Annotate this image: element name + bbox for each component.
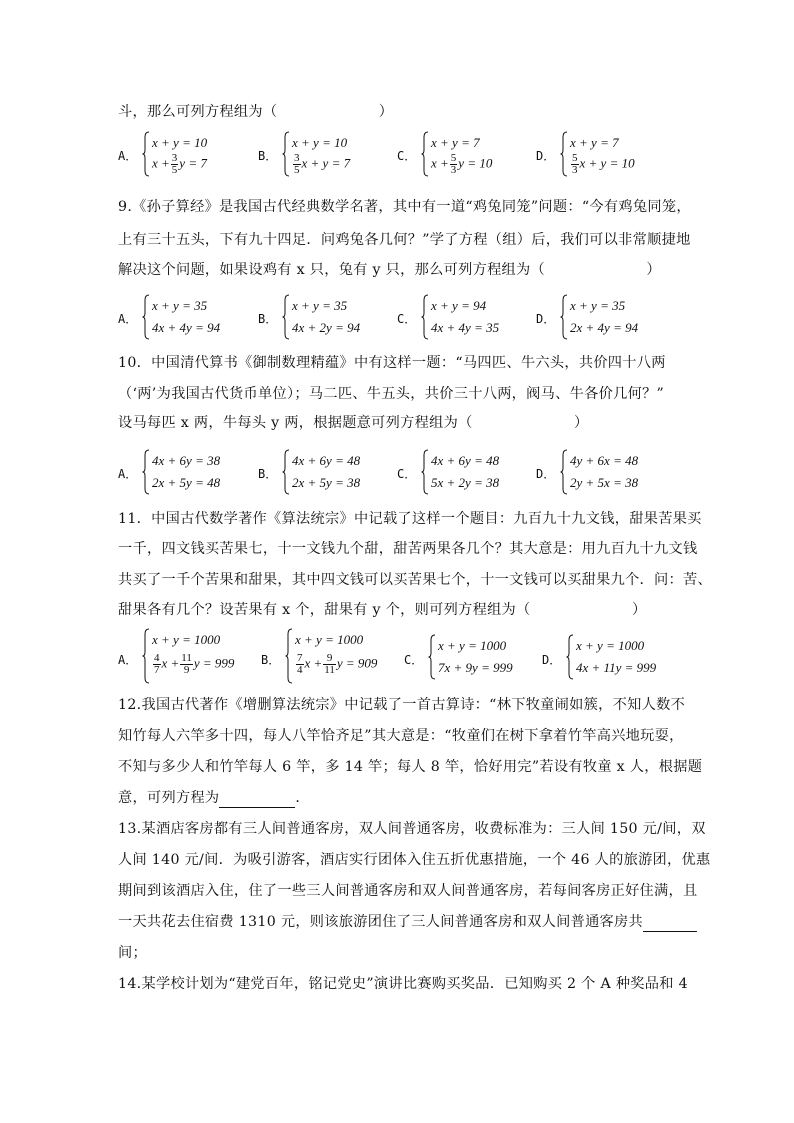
fraction	[323, 653, 336, 676]
equation-2: 5x + 2y = 38	[431, 475, 500, 490]
q10-stem-line-2: （‘两’为我国古代货币单位）；马二匹、牛五头，共价三十八两，阀马、牛各价几何？”	[118, 386, 665, 402]
q12-answer-blank[interactable]	[219, 789, 295, 808]
option-letter: A．	[118, 467, 138, 481]
equation-1: x + y = 94	[431, 298, 487, 313]
option-letter: A．	[118, 149, 138, 163]
fraction	[153, 653, 161, 676]
q12-stem-line-2: 知竹每人六竿多十四，每人八竿恰齐足”其大意是：“牧童们在树下拿着竹竿高兴地玩耍，	[118, 728, 684, 744]
numerator: 11	[181, 652, 192, 664]
fraction	[180, 653, 193, 676]
q11-stem-line-1: 11．中国古代数学著作《算法统宗》中记载了这样一个题目：九百九十九文钱，甜果苦果买	[118, 511, 702, 527]
equation-2	[152, 653, 234, 676]
equation-2: 2y + 5x = 38	[570, 475, 639, 490]
brace-icon	[566, 634, 574, 680]
option-letter: C．	[404, 653, 424, 667]
fraction	[450, 153, 458, 176]
eq-part: x +	[152, 155, 170, 171]
q13-stem-line-1: 13.某酒店客房都有三人间普通客房，双人间普通客房，收费标准为：三人间 150 元/间，双	[118, 821, 706, 837]
brace-icon	[421, 294, 429, 340]
q9-options	[118, 295, 678, 341]
option-letter: D．	[536, 467, 556, 481]
eq-part: y = 999	[193, 655, 235, 671]
equation-2: 7x + 9y = 999	[438, 660, 513, 675]
brace-icon	[282, 131, 290, 177]
brace-icon	[282, 449, 290, 495]
eq-part: x + y = 7	[301, 155, 351, 171]
equation-2	[570, 153, 635, 176]
q13-stem-line-2: 人间 140 元/间．为吸引游客，酒店实行团体入住五折优惠措施，一个 46 人的旅游团，优惠	[118, 852, 711, 868]
q9-stem-line-2: 上有三十五头，下有九十四足．问鸡兔各几何？”学了方程（组）后，我们可以非常顺捷地	[118, 232, 691, 248]
option-letter: D．	[536, 149, 556, 163]
eq-part: y = 909	[336, 655, 378, 671]
numerator: 3	[294, 152, 300, 164]
q13-stem-line-4	[118, 913, 697, 932]
numerator: 9	[323, 653, 336, 665]
q13-answer-blank[interactable]	[643, 913, 697, 932]
numerator: 4	[154, 652, 160, 664]
numerator: 3	[171, 152, 178, 164]
eq-part: x +	[161, 655, 180, 671]
q10-stem-line-1: 10．中国清代算书《御制数理精蕴》中有这样一题：“马四匹、牛六头，共价四十八两	[118, 355, 666, 371]
brace-icon	[142, 294, 150, 340]
fraction	[171, 153, 179, 176]
brace-icon	[285, 628, 293, 684]
eq-part: x +	[304, 655, 323, 671]
option-letter: B．	[261, 653, 281, 667]
q11-stem-line-4: 甜果各有几个？设苦果有 x 个，甜果有 y 个，则可列方程组为（ ）	[118, 602, 647, 618]
equation-2: 4x + 4y = 94	[152, 320, 221, 335]
q12-prompt: 意，可列方程为	[118, 790, 220, 806]
equation-1: x + y = 1000	[438, 638, 507, 653]
equation-2: 4x + 11y = 999	[576, 660, 657, 675]
option-letter: A．	[118, 653, 138, 667]
denominator: 5	[171, 164, 178, 176]
q8-stem-tail: 斗，那么可列方程组为（ ）	[118, 104, 394, 120]
brace-icon	[142, 131, 150, 177]
q13-prompt: 一天共花去住宿费 1310 元，则该旅游团住了三人间普通客房和双人间普通客房共	[118, 914, 644, 930]
brace-icon	[560, 449, 568, 495]
equation-1: x + y = 10	[152, 135, 208, 150]
equation-1: 4y + 6x = 48	[570, 453, 639, 468]
numerator: 7	[297, 652, 303, 664]
equation-2: 4x + 2y = 94	[292, 320, 361, 335]
denominator: 3	[572, 164, 578, 176]
brace-icon	[421, 131, 429, 177]
option-letter: A．	[118, 312, 138, 326]
brace-icon	[560, 131, 568, 177]
brace-icon	[282, 294, 290, 340]
denominator: 9	[183, 664, 190, 676]
q11-stem-line-3: 共买了一千个苦果和甜果，其中四文钱可以买苦果七个，十一文钱可以买甜果九个．问：苦、	[118, 572, 712, 588]
eq-part: y = 7	[179, 155, 207, 171]
brace-icon	[421, 449, 429, 495]
brace-icon	[428, 634, 436, 680]
equation-1: x + y = 35	[570, 298, 626, 313]
q11-stem-line-2: 一千，四文钱买苦果七，十一文钱九个甜，甜苦两果各几个？其大意是：用九百九十九文钱	[118, 541, 698, 557]
numerator: 5	[572, 152, 578, 164]
fraction	[296, 653, 304, 676]
option-letter: B．	[258, 467, 278, 481]
option-letter: C．	[397, 149, 417, 163]
equation-1: x + y = 1000	[295, 632, 364, 647]
equation-2: 2x + 5y = 38	[292, 475, 361, 490]
q12-stem-line-3: 不知与多少人和竹竿每人 6 竿，多 14 竿；每人 8 竿，恰好用完”若设有牧童 x 人，根据题	[118, 759, 703, 775]
equation-1: 4x + 6y = 38	[152, 453, 221, 468]
eq-part: y = 10	[458, 155, 493, 171]
brace-icon	[142, 628, 150, 684]
q10-options	[118, 450, 678, 496]
option-letter: B．	[258, 312, 278, 326]
q11-options	[118, 629, 678, 685]
equation-2	[295, 653, 377, 676]
q12-prompt-end: ．	[295, 790, 310, 806]
q13-stem-line-5: 间；	[118, 945, 147, 961]
q8-options	[118, 132, 678, 178]
q12-stem-line-4	[118, 789, 310, 808]
option-letter: C．	[397, 467, 417, 481]
equation-1: x + y = 1000	[152, 632, 221, 647]
numerator: 5	[450, 152, 457, 164]
equation-2	[431, 153, 492, 176]
denominator: 7	[154, 664, 160, 676]
equation-1: x + y = 1000	[576, 638, 645, 653]
equation-2: 4x + 4y = 35	[431, 320, 500, 335]
equation-2	[152, 153, 207, 176]
denominator: 3	[450, 164, 457, 176]
equation-1: 4x + 6y = 48	[292, 453, 361, 468]
q13-stem-line-3: 期间到该酒店入住，住了一些三人间普通客房和双人间普通客房，若每间客房正好住满，且	[118, 883, 698, 899]
brace-icon	[560, 294, 568, 340]
equation-1: x + y = 7	[431, 135, 480, 150]
option-letter: B．	[258, 149, 278, 163]
denominator: 5	[294, 164, 300, 176]
eq-part: x + y = 10	[579, 155, 635, 171]
equation-1: x + y = 10	[292, 135, 348, 150]
denominator: 11	[324, 664, 335, 676]
option-letter: C．	[397, 312, 417, 326]
equation-1: x + y = 35	[292, 298, 348, 313]
q9-stem-line-1: 9.《孙子算经》是我国古代经典数学名著，其中有一道“鸡兔同笼”问题：“今有鸡兔同笼，	[118, 199, 691, 215]
q12-stem-line-1: 12.我国古代著作《增删算法统宗》中记载了一首古算诗：“林下牧童闹如簇，不知人数不	[118, 697, 686, 713]
fraction	[571, 153, 579, 176]
option-letter: D．	[536, 312, 556, 326]
equation-2: 2x + 5y = 48	[152, 475, 221, 490]
fraction	[293, 153, 301, 176]
equation-1: x + y = 7	[570, 135, 619, 150]
q9-stem-line-3: 解决这个问题，如果设鸡有 x 只，兔有 y 只，那么可列方程组为（ ）	[118, 262, 661, 278]
eq-part: x +	[431, 155, 449, 171]
denominator: 4	[297, 664, 303, 676]
q14-stem-line-1: 14.某学校计划为“建党百年，铭记党史”演讲比赛购买奖品．已知购买 2 个 A 种奖品和 4	[118, 976, 688, 992]
brace-icon	[142, 449, 150, 495]
equation-2: 2x + 4y = 94	[570, 320, 639, 335]
option-letter: D．	[542, 653, 562, 667]
equation-1: 4x + 6y = 48	[431, 453, 500, 468]
equation-1: x + y = 35	[152, 298, 208, 313]
equation-2	[292, 153, 350, 176]
q10-stem-line-3: 设马每匹 x 两，牛每头 y 两，根据题意可列方程组为（ ）	[118, 415, 589, 431]
